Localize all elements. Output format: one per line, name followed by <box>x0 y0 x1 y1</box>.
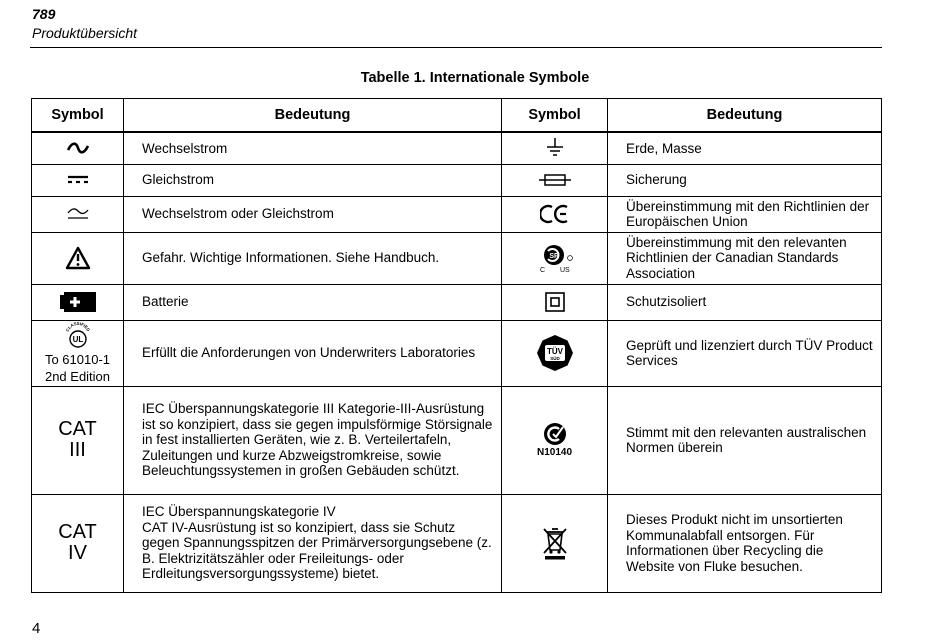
ul-caption-line-1: To 61010-1 <box>44 352 111 367</box>
weee-icon <box>542 526 568 560</box>
meaning-cell: Batterie <box>124 284 502 320</box>
document-number: 789 <box>32 6 56 22</box>
symbol-cell <box>32 196 124 232</box>
tuv-icon <box>536 334 574 372</box>
csa-center-text: SP <box>548 253 559 260</box>
symbols-table <box>31 98 882 593</box>
double-insulation-icon <box>545 292 565 312</box>
symbol-cell <box>502 494 608 592</box>
meaning-cell: Übereinstimmung mit den relevanten Richtlinien der Canadian Standards Association <box>608 232 882 284</box>
meaning-cell <box>124 494 502 592</box>
meaning-cell: Stimmt mit den relevanten australischen Normen überein <box>608 386 882 494</box>
symbol-cell <box>502 132 608 164</box>
table-row <box>32 320 882 386</box>
meaning-cell: Dieses Produkt nicht im unsortierten Kommunalabfall entsorgen. Für Informationen über Recycling die Website von Fluke besuchen. <box>608 494 882 592</box>
c-tick-icon <box>542 421 568 447</box>
symbol-cell <box>502 386 608 494</box>
ul-caption-line-2: 2nd Edition <box>44 369 111 384</box>
symbol-cell <box>32 386 124 494</box>
section-title: Produktübersicht <box>32 25 138 41</box>
ul-icon <box>63 321 93 351</box>
category-symbol-line-1: CAT <box>58 521 97 543</box>
dc-icon <box>67 175 89 185</box>
category-symbol-line-1: CAT <box>58 418 97 440</box>
table-row <box>32 164 882 196</box>
battery-icon <box>60 292 96 312</box>
table-row <box>32 284 882 320</box>
symbol-cell <box>502 164 608 196</box>
page-number: 4 <box>32 620 41 637</box>
ac-icon <box>66 142 90 154</box>
meaning-text: CAT IV-Ausrüstung ist so konzipiert, dass sie Schutz gegen Spannungsspitzen der Primärversorgungsebene (z. B. Elektrizitätszähler oder Freileitungs- oder Erdleitungsversorgungssysteme) bietet. <box>142 519 492 582</box>
table-row <box>32 494 882 592</box>
meaning-cell: IEC Überspannungskategorie III Kategorie-III-Ausrüstung ist so konzipiert, dass sie gegen impulsförmige Störsignale in fest installierten Geräten, wie z. B. Verteilertafeln, Zuleitungen und kurze Abzweigstromkreise, sowie Beleuchtungssystemen in großen Gebäuden schützt. <box>124 386 502 494</box>
meaning-line-1: IEC Überspannungskategorie IV <box>142 504 336 520</box>
meaning-cell: Erde, Masse <box>608 132 882 164</box>
symbol-cell <box>502 320 608 386</box>
meaning-cell: Erfüllt die Anforderungen von Underwriters Laboratories <box>124 320 502 386</box>
symbol-cell <box>32 320 124 386</box>
symbol-cell <box>32 494 124 592</box>
column-header-meaning: Bedeutung <box>124 99 502 133</box>
table-row <box>32 386 882 494</box>
tuv-bottom-text: SÜD <box>549 356 560 361</box>
csa-right-text: US <box>559 267 570 274</box>
warning-icon <box>65 246 91 270</box>
table-header-row <box>32 99 882 133</box>
meaning-cell: Gefahr. Wichtige Informationen. Siehe Handbuch. <box>124 232 502 284</box>
column-header-symbol: Symbol <box>32 99 124 133</box>
table-row <box>32 232 882 284</box>
table-row <box>32 132 882 164</box>
symbol-cell <box>32 284 124 320</box>
meaning-cell: Sicherung <box>608 164 882 196</box>
symbol-cell <box>32 232 124 284</box>
meaning-cell: Wechselstrom oder Gleichstrom <box>124 196 502 232</box>
ce-mark-icon <box>540 204 570 224</box>
category-symbol-line-2: III <box>69 439 86 461</box>
ul-center-text: UL <box>72 335 83 344</box>
table-row <box>32 196 882 232</box>
symbol-cell <box>32 132 124 164</box>
header-rule <box>30 47 882 48</box>
symbol-cell <box>502 232 608 284</box>
ground-icon <box>544 137 566 159</box>
tuv-top-text: TÜV <box>546 347 563 356</box>
csa-left-text: C <box>539 267 545 274</box>
csa-icon <box>534 241 576 275</box>
meaning-cell: Übereinstimmung mit den Richtlinien der Europäischen Union <box>608 196 882 232</box>
category-symbol-line-2: IV <box>68 542 87 564</box>
symbol-cell <box>502 196 608 232</box>
c-tick-code: N10140 <box>536 447 573 458</box>
ac-dc-icon <box>66 207 90 221</box>
symbol-cell <box>502 284 608 320</box>
meaning-cell: Wechselstrom <box>124 132 502 164</box>
column-header-meaning: Bedeutung <box>608 99 882 133</box>
meaning-cell: Geprüft und lizenziert durch TÜV Product Services <box>608 320 882 386</box>
fuse-icon <box>538 173 572 187</box>
table-title: Tabelle 1. Internationale Symbole <box>360 70 590 86</box>
meaning-cell: Schutzisoliert <box>608 284 882 320</box>
meaning-cell: Gleichstrom <box>124 164 502 196</box>
ul-top-text: CLASSIFIED <box>64 321 91 333</box>
symbol-cell <box>32 164 124 196</box>
column-header-symbol: Symbol <box>502 99 608 133</box>
